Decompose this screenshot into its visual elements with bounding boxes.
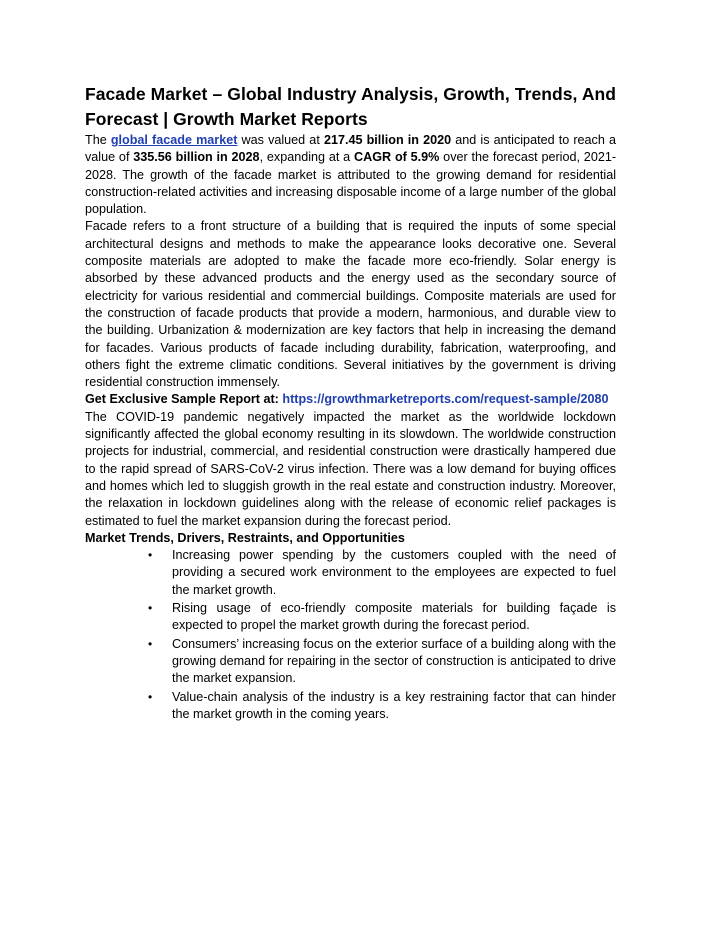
list-item bbox=[148, 636, 616, 688]
intro-text-1: The bbox=[85, 133, 111, 147]
list-item-text: Value-chain analysis of the industry is a key restraining factor that can hinder the market growth in the coming years. bbox=[172, 689, 616, 721]
sample-report-label: Get Exclusive Sample Report at: bbox=[85, 392, 283, 407]
list-item-text: Increasing power spending by the customers coupled with the need of providing a secured work environment to the employees are expected to fuel the market growth. bbox=[172, 548, 616, 597]
bullet-icon: • bbox=[148, 636, 153, 651]
intro-text-3: and is anticipated to reach a value of bbox=[85, 133, 616, 165]
bullet-icon: • bbox=[148, 689, 153, 704]
intro-text-4: , expanding at a bbox=[259, 150, 355, 165]
list-item bbox=[148, 600, 616, 635]
market-trends-subheading: Market Trends, Drivers, Restraints, and Opportunities bbox=[85, 530, 405, 545]
bullet-icon: • bbox=[148, 548, 153, 563]
intro-paragraph bbox=[85, 132, 616, 218]
covid-impact-paragraph: The COVID-19 pandemic negatively impacted the market as the worldwide lockdown significantly affected the global economy resulting in its slowdown. The worldwide construction projects for industrial, commercial, and residential construction were drastically hampered due to the rapid spread of SARS-CoV-2 virus infection. There was a low demand for buying offices and homes which led to sluggish growth in the real estate and construction industry. Moreover, the relaxation in lockdown guidelines along with the release of economic relief packages is estimated to fuel the market expansion during the forecast period. bbox=[85, 409, 616, 528]
list-item bbox=[148, 547, 616, 599]
global-facade-market-link[interactable]: global facade market bbox=[110, 133, 238, 147]
market-trends-list bbox=[85, 547, 616, 723]
sample-report-cta bbox=[85, 391, 616, 408]
document-title: Facade Market – Global Industry Analysis, Growth, Trends, And Forecast | Growth Market Reports bbox=[85, 84, 616, 129]
intro-text-5: over the forecast period, 2021-2028. The growth of the facade market is attributed to the growing demand for residential construction-related activities and increasing disposable income of a large number of the global population. bbox=[85, 150, 617, 217]
list-item bbox=[148, 689, 616, 724]
facade-description-paragraph: Facade refers to a front structure of a building that is required the inputs of some special architectural designs and methods to make the appearance looks decorative one. Several composite materials are adopted to make the facade more eco-friendly. Solar energy is absorbed by these advanced products and the energy used as the secondary source of electricity for various residential and commercial buildings. Composite materials are used for the construction of facade products that provide a modern, harmonious, and durable view to the building. Urbanization & modernization are key factors that help in increasing the demand for facades. Various products of facade including durability, fabrication, waterproofing, and others fight the extreme climatic conditions. Several initiatives by the government is driving residential construction immensely. bbox=[85, 219, 616, 390]
intro-text-2: was valued at bbox=[237, 133, 324, 147]
list-item-text: Consumers’ increasing focus on the exterior surface of a building along with the growing demand for repairing in the sector of construction is anticipated to drive the market expansion. bbox=[172, 636, 616, 686]
sample-report-link[interactable]: https://growthmarketreports.com/request-sample/2080 bbox=[282, 392, 609, 407]
bullet-icon: • bbox=[148, 601, 153, 616]
intro-bold-value-2028: 335.56 billion in 2028 bbox=[133, 150, 260, 165]
list-item-text: Rising usage of eco-friendly composite materials for building façade is expected to propel the market growth during the forecast period. bbox=[172, 601, 616, 633]
intro-bold-cagr: CAGR of 5.9% bbox=[354, 150, 440, 165]
intro-bold-value-2020: 217.45 billion in 2020 bbox=[323, 133, 452, 147]
